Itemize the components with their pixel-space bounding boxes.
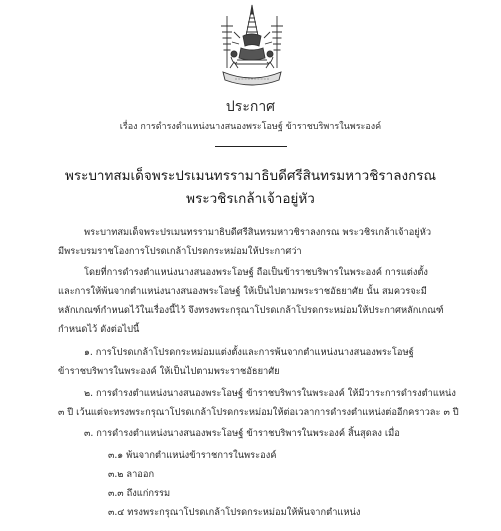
royal-emblem-icon [217, 2, 287, 94]
paragraph-line: หลักเกณฑ์กำหนดไว้ในเรื่องนี้ไว้ จึงทรงพระกรุณาโปรดเกล้าโปรดกระหม่อมให้ประกาศหลักเกณฑ์ [58, 305, 444, 316]
sub-clause-3-1: ๓.๑ พ้นจากตำแหน่งข้าราชการในพระองค์ [108, 450, 277, 461]
divider [215, 146, 287, 147]
clause-3-line: ๓. การดำรงตำแหน่งนางสนองพระโอษฐ์ ข้าราชบริพารในพระองค์ สิ้นสุดลง เมื่อ [84, 428, 400, 439]
clause-1-line: ๑. การโปรดเกล้าโปรดกระหม่อมแต่งตั้งและการพ้นจากตำแหน่งนางสนองพระโอษฐ์ [84, 347, 414, 358]
document-subject: เรื่อง การดำรงตำแหน่งนางสนองพระโอษฐ์ ข้าราชบริพารในพระองค์ [119, 122, 382, 132]
sub-clause-3-2: ๓.๒ ลาออก [108, 469, 155, 480]
royal-title-line-1: พระบาทสมเด็จพระปรเมนทรรามาธิบดีศรีสินทรมหาวชิราลงกรณ [64, 168, 437, 184]
royal-title-line-2: พระวชิรเกล้าเจ้าอยู่หัว [186, 191, 315, 207]
paragraph-line: และการให้พ้นจากตำแหน่งนางสนองพระโอษฐ์ ให้เป็นไปตามพระราชอัธยาศัย นั้น สมควรจะมี [58, 286, 427, 297]
paragraph-line: กำหนดไว้ ดังต่อไปนี้ [58, 324, 140, 335]
clause-2-line: ๒. การดำรงตำแหน่งนางสนองพระโอษฐ์ ข้าราชบริพารในพระองค์ ให้มีวาระการดำรงตำแหน่ง [84, 388, 456, 399]
paragraph-line: มีพระบรมราชโองการโปรดเกล้าโปรดกระหม่อมให้ประกาศว่า [58, 246, 302, 257]
sub-clause-3-3: ๓.๓ ถึงแก่กรรม [108, 488, 171, 499]
clause-2-line: ๓ ปี เว้นแต่จะทรงพระกรุณาโปรดเกล้าโปรดกระหม่อมให้ต่อเวลาการดำรงตำแหน่งต่ออีกคราวละ ๓ ปี [58, 407, 459, 418]
sub-clause-3-4: ๓.๔ ทรงพระกรุณาโปรดเกล้าโปรดกระหม่อมให้พ้นจากตำแหน่ง [108, 507, 361, 518]
clause-1-line: ข้าราชบริพารในพระองค์ ให้เป็นไปตามพระราชอัธยาศัย [58, 366, 280, 377]
paragraph-line: พระบาทสมเด็จพระปรเมนทรรามาธิบดีศรีสินทรมหาวชิราลงกรณ พระวชิรเกล้าเจ้าอยู่หัว [84, 227, 432, 238]
paragraph-line: โดยที่การดำรงตำแหน่งนางสนองพระโอษฐ์ ถือเป็นข้าราชบริพารในพระองค์ การแต่งตั้ง [84, 267, 428, 278]
document-type: ประกาศ [225, 99, 276, 115]
